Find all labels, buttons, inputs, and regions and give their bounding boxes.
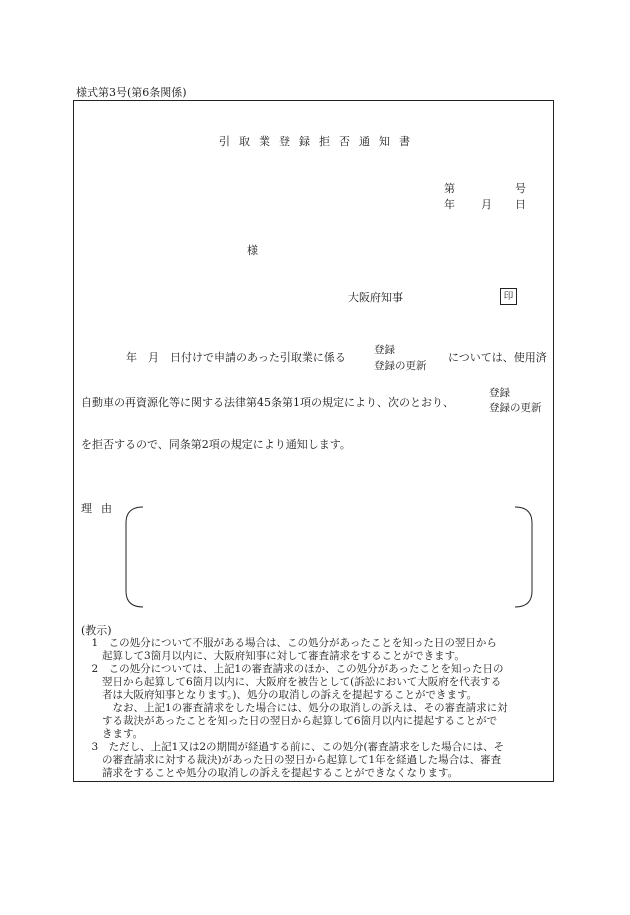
body-line1-prefix: 年 月 日付けで申請のあった引取業に係る xyxy=(126,351,346,364)
option2-registration: 登録 xyxy=(489,387,510,399)
reason-bracket-right xyxy=(515,507,532,607)
notice-heading: (教示) xyxy=(81,624,112,637)
notice-line: 2 この処分については、上記1の審査請求のほか、この処分があったことを知った日の xyxy=(81,663,504,675)
notice-line: なお、上記1の審査請求をした場合には、処分の取消しの訴えは、その審査請求に対 xyxy=(81,702,508,714)
notice-line: 請求をすることや処分の取消しの訴えを提起することができなくなります。 xyxy=(81,767,459,779)
option1-renewal: 登録の更新 xyxy=(374,360,427,372)
notice-line: きます。 xyxy=(81,728,144,740)
notice-line: 起算して3箇月以内に、大阪府知事に対して審査請求をすることができます。 xyxy=(81,650,465,662)
addressee-honorific: 様 xyxy=(247,244,258,257)
notice-line: 翌日から起算して6箇月以内に、大阪府を被告として(訴訟において大阪府を代表する xyxy=(81,676,502,688)
number-prefix: 第 xyxy=(444,182,455,195)
notice-line: する裁決があったことを知った日の翌日から起算して6箇月以内に提起することがで xyxy=(81,715,498,727)
reason-label: 理由 xyxy=(81,502,121,515)
date-day-label: 日 xyxy=(515,198,526,211)
body-line1-suffix: については、使用済 xyxy=(448,351,547,364)
reason-bracket xyxy=(117,505,537,609)
seal-mark: 印 xyxy=(500,288,517,305)
date-month-label: 月 xyxy=(481,198,492,211)
body-line2: 自動車の再資源化等に関する法律第45条第1項の規定により、次のとおり、 xyxy=(81,396,454,409)
number-suffix: 号 xyxy=(515,182,526,195)
notice-line: の審査請求に対する裁決)があった日の翌日から起算して1年を経過した場合は、審査 xyxy=(81,754,502,766)
notice-line: 者は大阪府知事となります。)、処分の取消しの訴えを提起することができます。 xyxy=(81,689,478,701)
notice-line: 1 この処分について不服がある場合は、この処分があったことを知った日の翌日から xyxy=(81,637,497,649)
form-number: 様式第3号(第6条関係) xyxy=(76,86,187,99)
notice-line: 3 ただし、上記1又は2の期間が経過する前に、この処分(審査請求をした場合には、そ xyxy=(81,741,505,753)
issuer-name: 大阪府知事 xyxy=(348,291,403,304)
option2-renewal: 登録の更新 xyxy=(489,402,542,414)
reason-bracket-left xyxy=(126,507,143,607)
option1-registration: 登録 xyxy=(374,344,395,356)
body-line3: を拒否するので、同条第2項の規定により通知します。 xyxy=(81,438,351,451)
date-year-label: 年 xyxy=(444,198,455,211)
document-title: 引取業登録拒否通知書 xyxy=(219,135,419,148)
